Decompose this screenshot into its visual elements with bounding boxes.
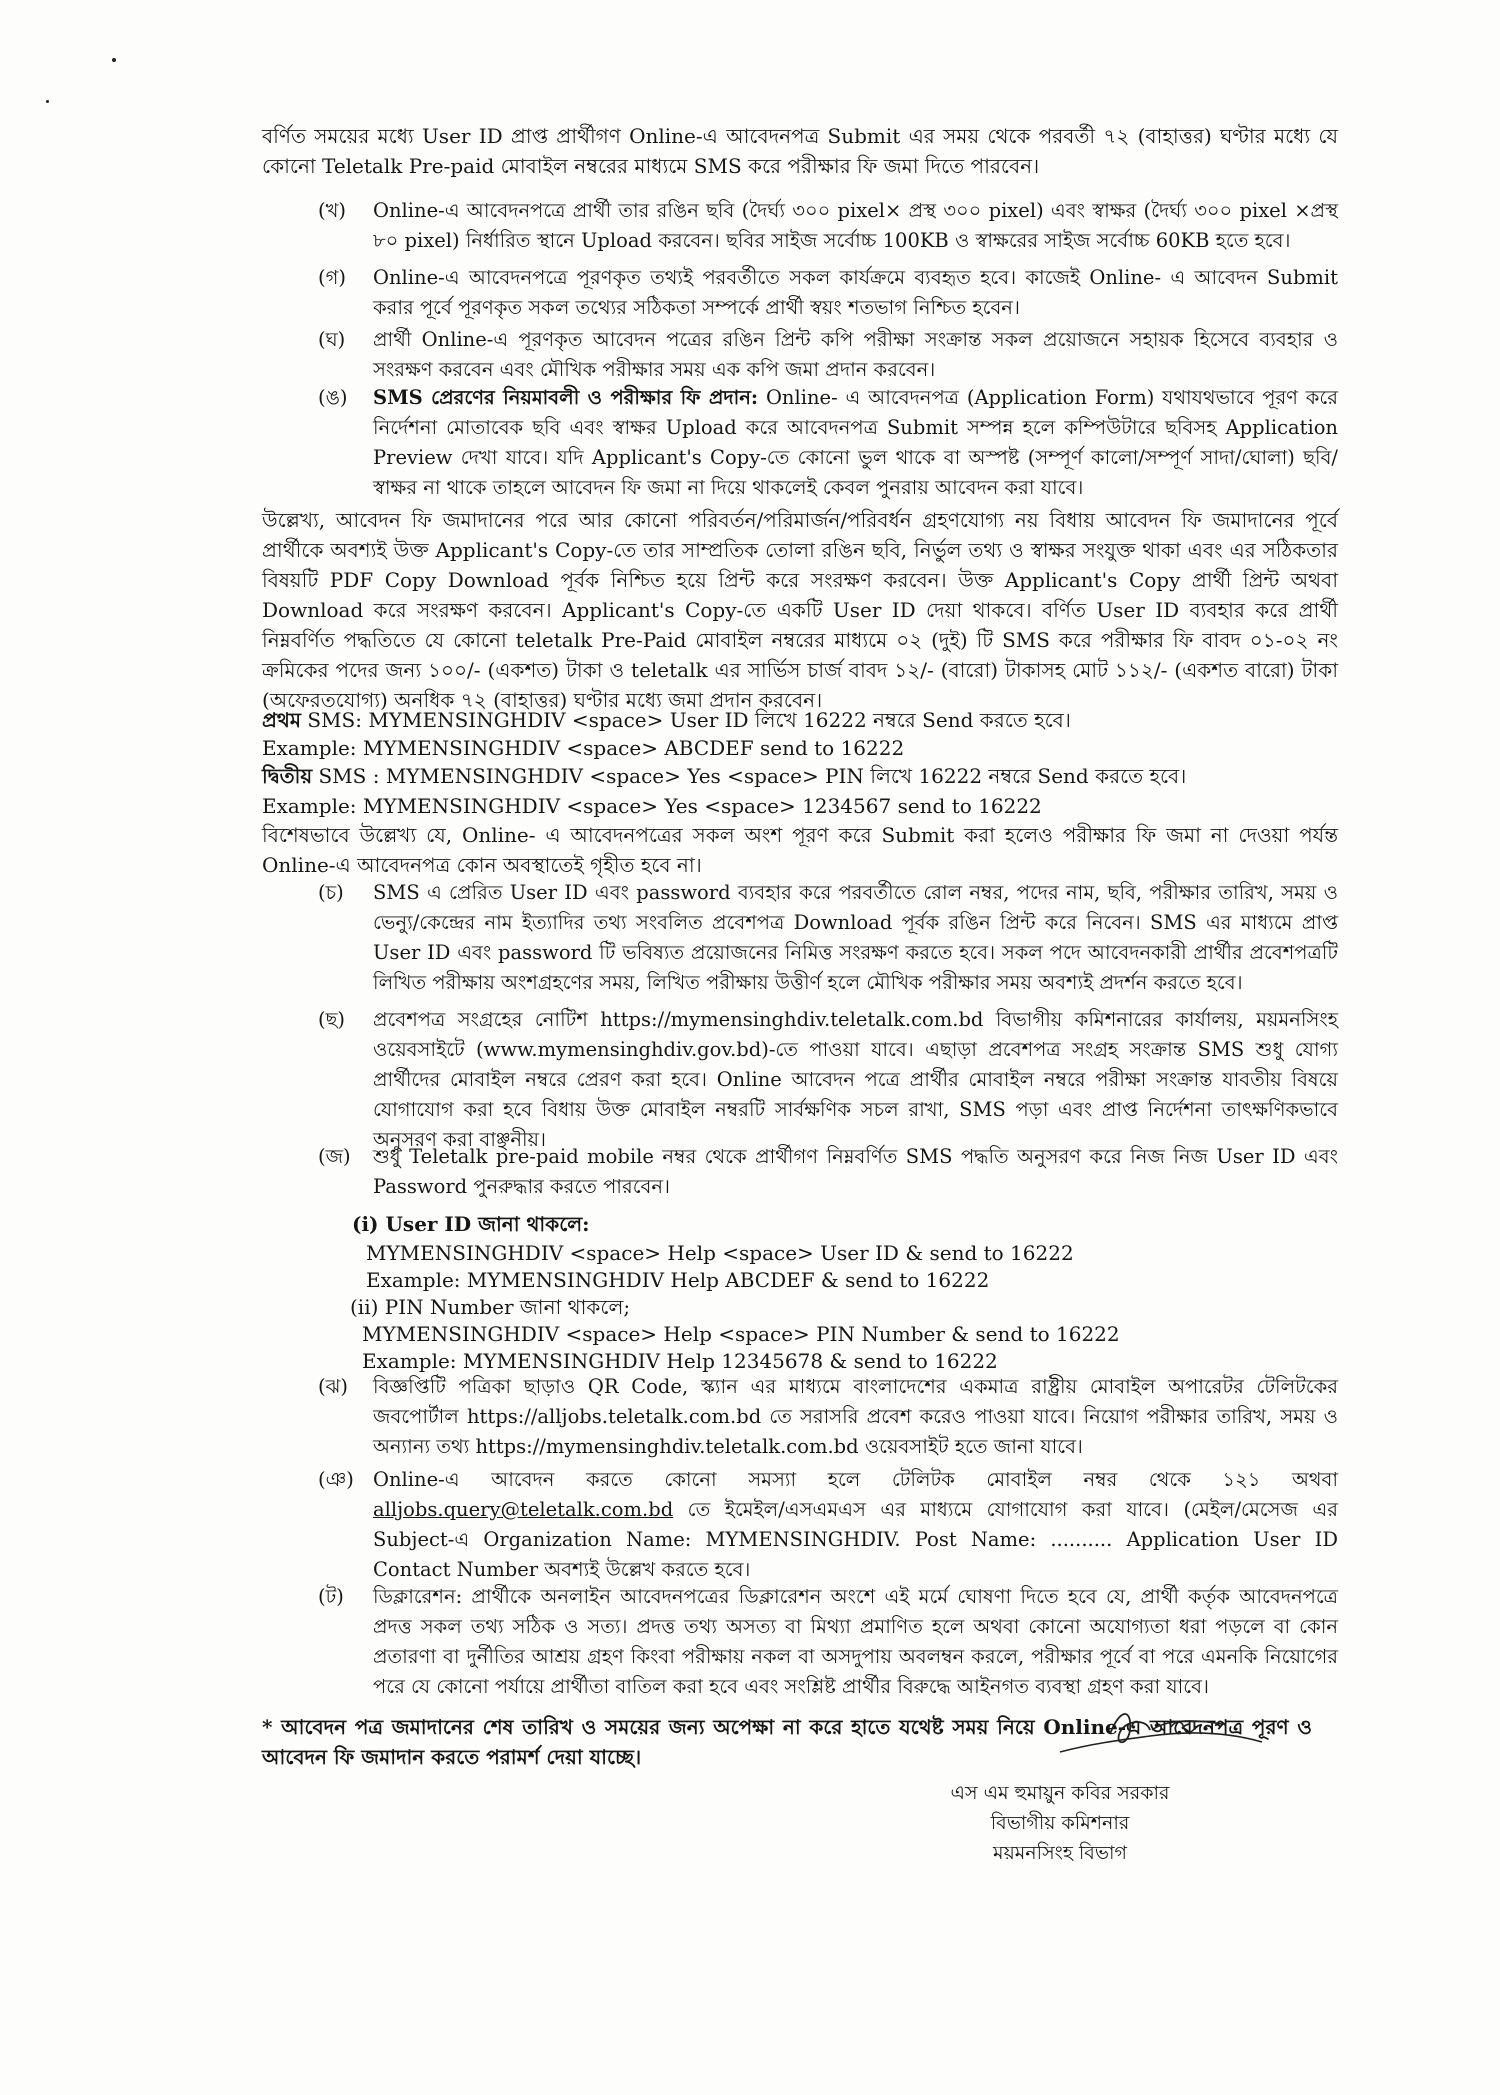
intro-paragraph: বর্ণিত সময়ের মধ্যে User ID প্রাপ্ত প্রার্থীগণ Online-এ আবেদনপত্র Submit এর সময় থেকে পরবর্তী ৭২ (বাহাত্তর) ঘণ্টার মধ্যে যে কোনো Teletalk Pre-paid মোবাইল নম্বরের মাধ্যমে SMS করে পরীক্ষার ফি জমা দিতে পারবেন। bbox=[262, 124, 1338, 178]
recovery-pin-heading: (ii) PIN Number জানা থাকলে; bbox=[350, 1295, 631, 1319]
item-marker: (ঞ) bbox=[318, 1468, 354, 1491]
item-uma bbox=[318, 383, 1338, 503]
item-marker: (খ) bbox=[318, 199, 347, 222]
item-ga bbox=[318, 263, 1338, 323]
item-text: SMS এ প্রেরিত User ID এবং password ব্যবহার করে পরবর্তীতে রোল নম্বর, পদের নাম, ছবি, পরীক্ষার তারিখ, সময় ও ভেন্যু/কেন্দ্রের নাম ইত্যাদির তথ্য সংবলিত প্রবেশপত্র Download পূর্বক রঙিন প্রিন্ট করে নিবেন। SMS এর মাধ্যমে প্রাপ্ত User ID এবং password টি ভবিষ্যত প্রয়োজনের নিমিত্ত সংরক্ষণ করতে হবে। সকল পদে আবেদনকারী প্রার্থীর প্রবেশপত্রটি লিখিত পরীক্ষায় অংশগ্রহণের সময়, লিখিত পরীক্ষায় উত্তীর্ণ হলে মৌখিক পরীক্ষার সময় অবশ্যই প্রদর্শন করতে হবে। bbox=[373, 881, 1338, 994]
item-kha bbox=[318, 196, 1338, 256]
sms-rules-text: Online- এ আবেদনপত্র (Application Form) যথাযথভাবে পূরণ করে নির্দেশনা মোতাবেক ছবি এবং স্বাক্ষর Upload করে আবেদনপত্র Submit সম্পন্ন হলে কম্পিউটারে ছবিসহ Application Preview দেখা যাবে। যদি Applicant's Copy-তে কোনো ভুল থাকে বা অস্পষ্ট (সম্পূর্ণ কালো/সম্পূর্ণ সাদা/ঘোলা) ছবি/স্বাক্ষর না থাকে তাহলে আবেদন ফি জমা না দিয়ে থাকলেই কেবল পুনরায় আবেদন করা যাবে। bbox=[373, 386, 1338, 499]
item-marker: (ঝ) bbox=[318, 1375, 348, 1398]
sms-first bbox=[262, 706, 1071, 734]
sms-first-label: প্রথম bbox=[262, 708, 301, 732]
item-marker: (গ) bbox=[318, 266, 346, 289]
item-ta bbox=[318, 1582, 1338, 1702]
signatory-block bbox=[940, 1778, 1180, 1868]
item-chha bbox=[318, 1005, 1338, 1155]
item-gha bbox=[318, 325, 1338, 385]
signatory-division: ময়মনসিংহ বিভাগ bbox=[993, 1842, 1127, 1864]
recovery-userid-heading: (i) User ID জানা থাকলে: bbox=[352, 1212, 590, 1236]
advice-paragraph: * আবেদন পত্র জমাদানের শেষ তারিখ ও সময়ের জন্য অপেক্ষা না করে হাতে যথেষ্ট সময় নিয়ে Online-এ আবেদনপত্র পূরণ ও আবেদন ফি জমাদান করতে পরামর্শ দেয়া যাচ্ছে। bbox=[262, 1715, 1312, 1769]
item-marker: (ঘ) bbox=[318, 328, 346, 351]
item-text: ডিক্লারেশন: প্রার্থীকে অনলাইন আবেদনপত্রের ডিক্লারেশন অংশে এই মর্মে ঘোষণা দিতে হবে যে, প্রার্থী কর্তৃক আবেদনপত্রে প্রদত্ত সকল তথ্য সঠিক ও সত্য। প্রদত্ত তথ্য অসত্য বা মিথ্যা প্রমাণিত হলে অথবা কোনো অযোগ্যতা ধরা পড়লে বা কোন প্রতারণা বা দুর্নীতির আশ্রয় গ্রহণ কিংবা পরীক্ষায় নকল বা অসদুপায় অবলম্বন করলে, পরীক্ষার পূর্বে বা পরে এমনকি নিয়োগের পরে যে কোনো পর্যায়ে প্রার্থীতা বাতিল করা হবে এবং সংশ্লিষ্ট প্রার্থীর বিরুদ্ধে আইনগত ব্যবস্থা গ্রহণ করা যাবে। bbox=[373, 1585, 1338, 1698]
note-paragraph: উল্লেখ্য, আবেদন ফি জমাদানের পরে আর কোনো পরিবর্তন/পরিমার্জন/পরিবর্ধন গ্রহণযোগ্য নয় বিধায় আবেদন ফি জমাদানের পূর্বে প্রার্থীকে অবশ্যই উক্ত Applicant's Copy-তে তার সাম্প্রতিক তোলা রঙিন ছবি, নির্ভুল তথ্য ও স্বাক্ষর সংযুক্ত থাকা এবং এর সঠিকতার বিষয়টি PDF Copy Download পূর্বক নিশ্চিত হয়ে প্রিন্ট করে সংরক্ষণ করবেন। উক্ত Applicant's Copy প্রার্থী প্রিন্ট অথবা Download করে সংরক্ষণ করবেন। Applicant's Copy-তে একটি User ID দেয়া থাকবে। বর্ণিত User ID ব্যবহার করে প্রার্থী নিম্নবর্ণিত পদ্ধতিতে যে কোনো teletalk Pre-Paid মোবাইল নম্বরের মাধ্যমে ০২ (দুই) টি SMS করে পরীক্ষার ফি বাবদ ০১-০২ নং ক্রমিকের পদের জন্য ১০০/- (একশত) টাকা ও teletalk এর সার্ভিস চার্জ বাবদ ১২/- (বারো) টাকাসহ মোট ১১২/- (একশত বারো) টাকা (অফেরতযোগ্য) অনধিক ৭২ (বাহাত্তর) ঘণ্টার মধ্যে জমা প্রদান করবেন। bbox=[262, 508, 1338, 712]
recovery-pin-format: MYMENSINGHDIV <space> Help <space> PIN Number & send to 16222 bbox=[362, 1322, 1120, 1346]
contact-text: Online-এ আবেদন করতে কোনো সমস্যা হলে টেলিটক মোবাইল নম্বর থেকে ১২১ অথবা bbox=[373, 1468, 1338, 1491]
special-note: বিশেষভাবে উল্লেখ্য যে, Online- এ আবেদনপত্রের সকল অংশ পূরণ করে Submit করা হলেও পরীক্ষার ফি জমা না দেওয়া পর্যন্ত Online-এ আবেদনপত্র কোন অবস্থাতেই গৃহীত হবে না। bbox=[262, 823, 1338, 877]
item-text bbox=[373, 383, 1338, 503]
item-text: প্রবেশপত্র সংগ্রহের নোটিশ https://mymensinghdiv.teletalk.com.bd বিভাগীয় কমিশনারের কার্যালয়, ময়মনসিংহ ওয়েবসাইটে (www.mymensinghdiv.gov.bd)-তে পাওয়া যাবে। এছাড়া প্রবেশপত্র সংগ্রহ সংক্রান্ত SMS শুধু যোগ্য প্রার্থীদের মোবাইল নম্বরে প্রেরণ করা হবে। Online আবেদন পত্রে প্রার্থীর মোবাইল নম্বরে পরীক্ষা সংক্রান্ত যাবতীয় বিষয়ে যোগাযোগ করা হবে বিধায় উক্ত মোবাইল নম্বরটি সার্বক্ষণিক সচল রাখা, SMS পড়া এবং প্রাপ্ত নির্দেশনা তাৎক্ষণিকভাবে অনুসরণ করা বাঞ্ছনীয়। bbox=[373, 1008, 1338, 1151]
scan-speck bbox=[112, 58, 116, 62]
item-text: শুধু Teletalk pre-paid mobile নম্বর থেকে প্রার্থীগণ নিম্নবর্ণিত SMS পদ্ধতি অনুসরণ করে নিজ নিজ User ID এবং Password পুনরুদ্ধার করতে পারবেন। bbox=[373, 1145, 1338, 1198]
sms-second-label: দ্বিতীয় bbox=[262, 764, 313, 788]
item-marker: (জ) bbox=[318, 1145, 351, 1168]
signature bbox=[1050, 1700, 1270, 1770]
sms-first-text: SMS: MYMENSINGHDIV <space> User ID লিখে 16222 নম্বরে Send করতে হবে। bbox=[301, 708, 1071, 732]
item-marker: (ঙ) bbox=[318, 386, 348, 409]
contact-text-cont: তে ইমেইল/এসএমএস এর মাধ্যমে যোগাযোগ করা যাবে। (মেইল/মেসেজ এর Subject-এ Organization Name: MYMENSINGHDIV. Post Name: .......... Application User ID Contact Number অবশ্যই উল্লেখ করতে হবে। bbox=[373, 1498, 1338, 1581]
support-email-link[interactable]: alljobs.query@teletalk.com.bd bbox=[373, 1498, 674, 1521]
item-text: Online-এ আবেদনপত্রে পূরণকৃত তথ্যই পরবর্তীতে সকল কার্যক্রমে ব্যবহৃত হবে। কাজেই Online- এ আবেদন Submit করার পূর্বে পূরণকৃত সকল তথ্যের সঠিকতা সম্পর্কে প্রার্থী স্বয়ং শতভাগ নিশ্চিত হবেন। bbox=[373, 266, 1338, 319]
item-ja bbox=[318, 1142, 1338, 1202]
recovery-userid-example: Example: MYMENSINGHDIV Help ABCDEF & send to 16222 bbox=[366, 1268, 990, 1292]
recovery-userid-format: MYMENSINGHDIV <space> Help <space> User ID & send to 16222 bbox=[366, 1241, 1074, 1265]
item-nya bbox=[318, 1465, 1338, 1585]
scan-speck bbox=[46, 100, 49, 103]
sms-second-text: SMS : MYMENSINGHDIV <space> Yes <space> PIN লিখে 16222 নম্বরে Send করতে হবে। bbox=[312, 764, 1187, 788]
item-text: প্রার্থী Online-এ পূরণকৃত আবেদন পত্রের রঙিন প্রিন্ট কপি পরীক্ষা সংক্রান্ত সকল প্রয়োজনে সহায়ক হিসেবে ব্যবহার ও সংরক্ষণ করবেন এবং মৌখিক পরীক্ষার সময় এক কপি জমা প্রদান করবেন। bbox=[373, 328, 1338, 381]
sms-rules-heading: SMS প্রেরণের নিয়মাবলী ও পরীক্ষার ফি প্রদান: bbox=[373, 386, 759, 409]
item-marker: (ট) bbox=[318, 1585, 344, 1608]
item-jha bbox=[318, 1372, 1338, 1462]
recovery-pin-example: Example: MYMENSINGHDIV Help 12345678 & send to 16222 bbox=[362, 1349, 998, 1373]
signatory-title: বিভাগীয় কমিশনার bbox=[990, 1812, 1130, 1834]
item-text: Online-এ আবেদনপত্রে প্রার্থী তার রঙিন ছবি (দৈর্ঘ্য ৩০০ pixel× প্রস্থ ৩০০ pixel) এবং স্বাক্ষর (দৈর্ঘ্য ৩০০ pixel ×প্রস্থ ৮০ pixel) নির্ধারিত স্থানে Upload করবেন। ছবির সাইজ সর্বোচ্চ 100KB ও স্বাক্ষরের সাইজ সর্বোচ্চ 60KB হতে হবে। bbox=[373, 199, 1338, 252]
signatory-name: এস এম হুমায়ুন কবির সরকার bbox=[950, 1782, 1170, 1804]
item-text: বিজ্ঞপ্তিটি পত্রিকা ছাড়াও QR Code, স্ক্যান এর মাধ্যমে বাংলাদেশের একমাত্র রাষ্ট্রীয় মোবাইল অপারেটর টেলিটকের জবপোর্টাল https://alljobs.teletalk.com.bd তে সরাসরি প্রবেশ করেও পাওয়া যাবে। নিয়োগ পরীক্ষার তারিখ, সময় ও অন্যান্য তথ্য https://mymensinghdiv.teletalk.com.bd ওয়েবসাইট হতে জানা যাবে। bbox=[373, 1375, 1338, 1458]
item-cha bbox=[318, 878, 1338, 998]
item-marker: (ছ) bbox=[318, 1008, 346, 1031]
sms-first-example: Example: MYMENSINGHDIV <space> ABCDEF send to 16222 bbox=[262, 736, 905, 760]
sms-second bbox=[262, 762, 1186, 790]
item-text bbox=[373, 1465, 1338, 1585]
sms-second-example: Example: MYMENSINGHDIV <space> Yes <space> 1234567 send to 16222 bbox=[262, 794, 1042, 818]
item-marker: (চ) bbox=[318, 881, 344, 904]
